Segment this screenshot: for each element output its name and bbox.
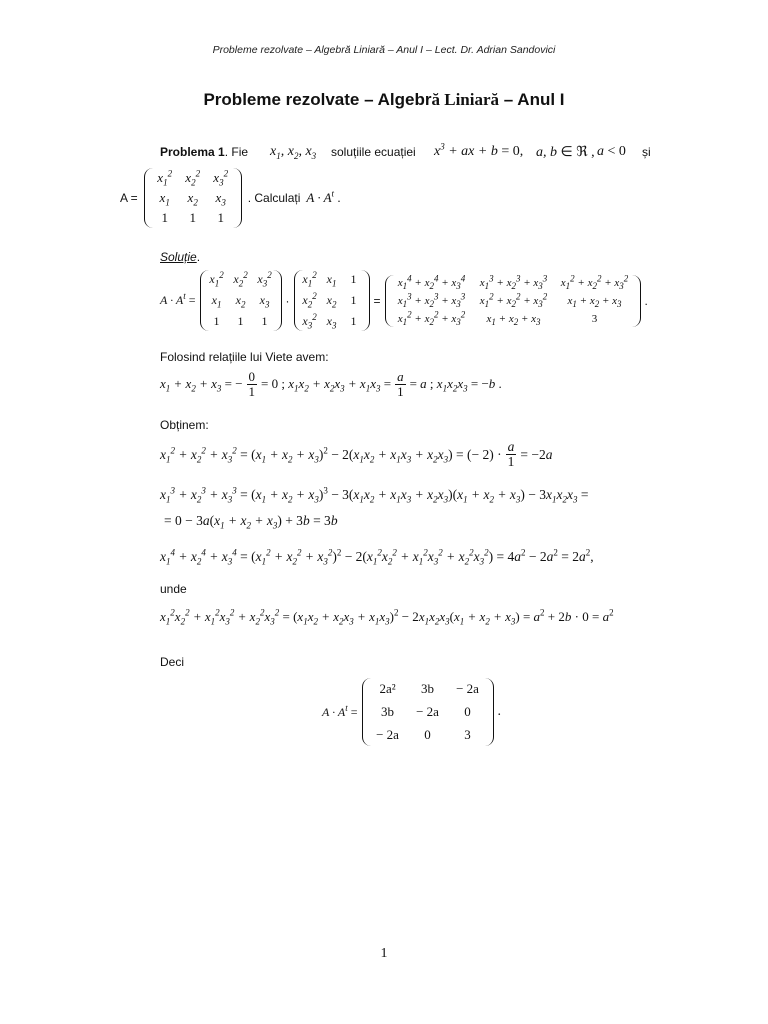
fraction-a-over-one: $\frac{a}{1}$ [397, 369, 404, 399]
viete-intro: Folosind relațiile lui Viete avem: [160, 350, 329, 364]
final-entry: 0 [424, 727, 431, 742]
final-matrix [362, 678, 494, 746]
problem-intro-1: Fie [228, 145, 249, 159]
deci-label: Deci [160, 655, 185, 669]
solution-label-text: Soluție [160, 250, 197, 264]
page-number: 1 [380, 946, 388, 961]
unde-label: unde [160, 582, 187, 596]
viete-relations: $x_1 + x_2 + x_3$ = − $\frac{0}{1}$ = 0 ; $x_1x_2 + x_2x_3 + x_1x_3$ = $\frac{a}{1}$ = a ; $x_1x_2x_3 = -b$ . [160, 369, 502, 399]
problem-intro-3: și [642, 145, 651, 159]
problem-label-dot: . [224, 145, 229, 159]
final-entry: 2a² [379, 681, 396, 696]
matrix-a-transpose: $x_1^2$ $x_1$ 1 $x_2^2$ $x_2$ 1 $x_3^2$ $x_3$ 1 [294, 270, 370, 331]
a-at-expression: $A \cdot A^t$ . [306, 188, 341, 205]
title-part-4: – Anul I [499, 90, 565, 109]
running-header: Probleme rezolvate – Algebră Liniară – Anul I – Lect. Dr. Adrian Sandovici [212, 44, 556, 56]
page-title [0, 90, 768, 110]
matrix-a-definition [120, 168, 341, 228]
final-entry: − 2a [416, 704, 439, 719]
matrix-product-equation: $A \cdot A^t$ = $x_1^2$ $x_2^2$ $x_3^2$ $x_1$ $x_2$ $x_3$ 1 1 1 · $x_1^2$ $x_1$ 1 $x_2^2$ $x_2$ 1 $x_3^2$ $x_3$ 1 = $x_1^4 + x_2^4 + x_3^4$ $x_1^3 + x_2^3 + x_3^3$ $x_1^2 + x_2^2 + x_3^2$ $x_1^3 + x_2^3 + x_3^3$ $x_1^2 + x_2^2 + x_3^2$ $x_1 + x_2 + x_3$ $x_1^2 + x_2^2 + x_3^2$ $x_1 + x_2 + x_3$ 3 . [160, 270, 648, 331]
problem-intro-2: soluțiile ecuației [331, 145, 416, 159]
fraction-a-over-one-2: $\frac{a}{1}$ [507, 439, 515, 470]
obtinem-label: Obținem: [160, 418, 209, 432]
parameter-condition: a, b ∈ ℜ , [536, 145, 595, 160]
matrix-a-product: $x_1^2$ $x_2^2$ $x_3^2$ $x_1$ $x_2$ $x_3$ 1 1 1 [200, 270, 282, 331]
sum-of-fourth-powers-equation: $x_1^4 + x_2^4 + x_3^4 = (x_1^2 + x_2^2 + x_3^2)^2 - 2(x_1^2x_2^2 + x_1^2x_3^2 + x_2^2x_3^2) = 4a^2 - 2a^2 = 2a^2$, [160, 547, 594, 567]
cubic-equation: $x^3$ + ax + b = 0, [434, 141, 524, 159]
title-part-1: Probleme rezolvate – Algebr [203, 90, 432, 109]
final-entry: 3 [464, 727, 471, 742]
fraction-zero-over-one: $\frac{0}{1}$ [248, 369, 256, 399]
problem-label [160, 145, 248, 159]
sum-of-cubes-equation-1: $x_1^3 + x_2^3 + x_3^3 = (x_1 + x_2 + x_3)^3 - 3(x_1x_2 + x_1x_3 + x_2x_3)(x_1 + x_2 + x_3) - 3x_1x_2x_3$ = [160, 485, 589, 505]
a-negative-condition: a < 0 [597, 144, 626, 159]
title-part-3: ă [490, 90, 500, 109]
problem-label-text: Problema 1 [160, 145, 225, 159]
sum-of-cubes-equation-2: = $0 - 3a(x_1 + x_2 + x_3) + 3b = 3b$ [164, 513, 338, 531]
final-entry: 3b [381, 704, 395, 719]
solution-label-dot: . [196, 250, 201, 264]
roots-vars: $x_1$, $x_2$, $x_3$ [270, 144, 317, 161]
matrix-a-label: A = [120, 191, 138, 205]
final-entry: 3b [421, 681, 435, 696]
matrix-a: $x_1^2$ $x_2^2$ $x_3^2$ $x_1$ $x_2$ $x_3$ 1 1 1 [144, 168, 242, 228]
title-part-2: ă Liniar [431, 90, 491, 109]
final-entry: − 2a [376, 727, 399, 742]
sum-of-squared-products-equation: $x_1^2x_2^2 + x_1^2x_3^2 + x_2^2x_3^2 = (x_1x_2 + x_2x_3 + x_1x_3)^2 - 2x_1x_2x_3(x_1 + x_2 + x_3) = a^2 + 2b \cdot 0 = a^2$ [160, 607, 614, 627]
sum-of-squares-equation: $x_1^2 + x_2^2 + x_3^2 = (x_1 + x_2 + x_3)^2 - 2(x_1x_2 + x_1x_3 + x_2x_3)$ = (− 2) · $\frac{a}{1}$ = −2a [160, 439, 553, 470]
solution-label [160, 250, 200, 264]
final-entry: − 2a [456, 681, 479, 696]
matrix-product-result: $x_1^4 + x_2^4 + x_3^4$ $x_1^3 + x_2^3 + x_3^3$ $x_1^2 + x_2^2 + x_3^2$ $x_1^3 + x_2^3 + x_3^3$ $x_1^2 + x_2^2 + x_3^2$ $x_1 + x_2 + x_3$ $x_1^2 + x_2^2 + x_3^2$ $x_1 + x_2 + x_3$ 3 [385, 275, 641, 327]
problem-calc-text: . Calculați [247, 191, 301, 205]
final-result: $A \cdot A^t$ = 2a² 3b − 2a 3b − 2a 0 − 2a 0 3 . [322, 678, 501, 746]
final-entry: 0 [464, 704, 471, 719]
